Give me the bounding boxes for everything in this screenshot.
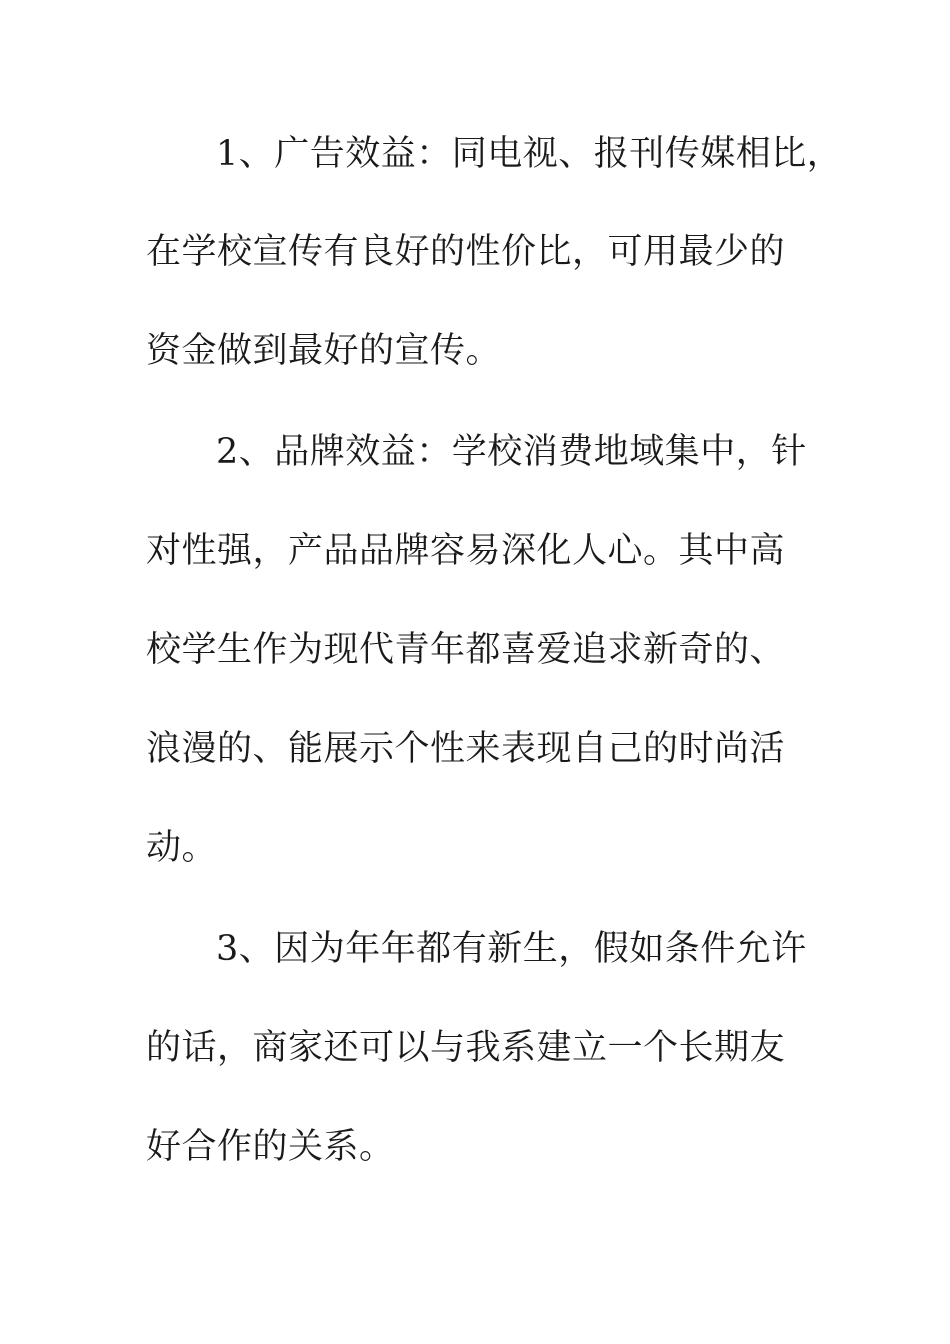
paragraph-2-line-4: 浪漫的、能展示个性来表现自己的时尚活 bbox=[146, 729, 786, 769]
paragraph-1-line-3: 资金做到最好的宣传。 bbox=[146, 331, 502, 371]
paragraph-1-line-1: 1、广告效益：同电视、报刊传媒相比， bbox=[216, 134, 843, 174]
paragraph-3-line-1: 3、因为年年都有新生，假如条件允许 bbox=[216, 929, 807, 969]
paragraph-2-line-3: 校学生作为现代青年都喜爱追求新奇的、 bbox=[146, 630, 786, 670]
paragraph-2-line-5: 动。 bbox=[146, 828, 218, 868]
paragraph-2-line-1: 2、品牌效益：学校消费地域集中，针 bbox=[216, 432, 807, 472]
paragraph-3-line-2: 的话，商家还可以与我系建立一个长期友 bbox=[146, 1028, 786, 1068]
paragraph-3-line-3: 好合作的关系。 bbox=[146, 1127, 395, 1167]
paragraph-1-line-2: 在学校宣传有良好的性价比，可用最少的 bbox=[146, 232, 786, 272]
paragraph-2-line-2: 对性强，产品品牌容易深化人心。其中高 bbox=[146, 531, 786, 571]
